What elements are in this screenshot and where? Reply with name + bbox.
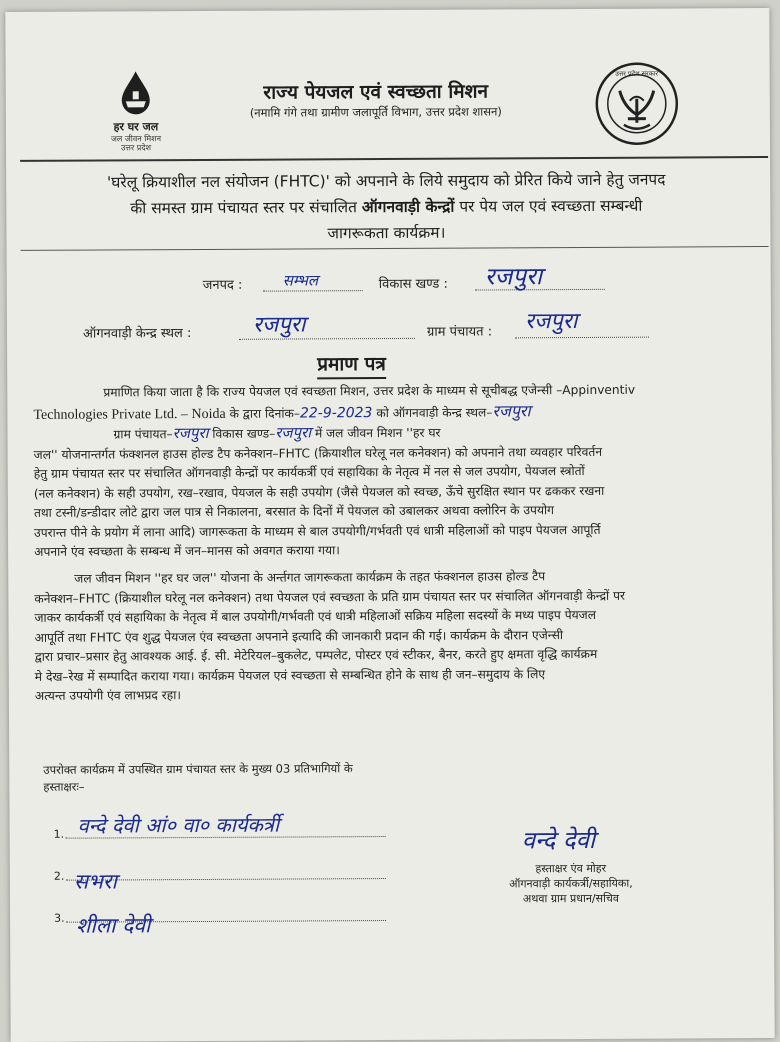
line2-part-a: की समस्त ग्राम पंचायत स्तर पर संचालित (130, 198, 362, 218)
signatory-signature: वन्दे देवी (521, 825, 596, 855)
vikas-khand-inline: रजपुरा (275, 423, 312, 442)
line2-bold: ऑगनवाड़ी केन्द्रों (361, 197, 455, 217)
p2-line1: जल जीवन मिशन ''हर घर जल'' योजना के अर्न्तगत जागरूकता कार्यक्रम के तहत फंक्शनल हाउस होल्ड टैप (74, 569, 546, 586)
vikas-khand-label: विकास खण्ड : (378, 276, 448, 293)
agency-name: Technologies Private Ltd. – Noida (33, 406, 226, 423)
site-value: रजपुरा (492, 400, 531, 420)
logo-caption-3: उत्तर प्रदेश (121, 143, 152, 153)
program-title (36, 166, 736, 248)
signatory-line2: ऑगनवाड़ी कार्यकर्त्री/सहायिका, (509, 876, 633, 891)
certificate-page (5, 8, 774, 1042)
signatory-line1: हस्ताक्षर एंव मोहर (535, 861, 607, 876)
anganwadi-label: ऑगनवाड़ी केन्द्र स्थल : (82, 326, 192, 342)
p1-line5: हेतु ग्राम पंचायत स्तर पर संचालित ऑगनवाड़ी केन्द्रों पर कार्यकर्त्री एवं सहायिका के नेतृत्व में नल से जल उपयोग, पेयजल स्त्रोतों (33, 463, 585, 481)
program-title-line1: 'घरेलू क्रियाशील नल संयोजन (FHTC)' को अपनाने के लिये समुदाय को प्रेरित किये जाने हेतु जनपद (106, 170, 666, 192)
emblem-text: उत्तर प्रदेश सरकार (615, 69, 659, 78)
event-date: 22-9-2023 (299, 404, 373, 421)
certificate-paragraph-1 (33, 380, 750, 562)
p1-line2-text: के द्वारा दिनांक– (225, 405, 301, 421)
gram-panchayat-value: रजपुरा (524, 309, 578, 335)
p1-line7: तथा टस्नी/डन्डीदार लोटे द्वारा जल पात्र से निकालना, बरसात के दिनों में पेयजल को उबालकर अथवा क्लोरिन के उपयोग (33, 503, 555, 520)
p1-line2-text-b: को ऑगनवाड़ी केन्द्र स्थल– (372, 404, 493, 420)
program-title-line2 (36, 192, 736, 222)
participant-signature-1: वन्दे देवी आं० वा० कार्यकर्त्री (77, 812, 280, 838)
participants-intro (43, 760, 463, 796)
p2-line6: मे देख–रेख में सम्पादित कराया गया। कार्यक्रम पेयजल एवं स्वच्छता से सम्बन्धित होने के साथ ही जन–समुदाय के लिए (34, 666, 546, 684)
water-drop-icon (116, 69, 156, 117)
participant-signature-3: शीला देवी (76, 913, 151, 938)
p1-line3-text-b: विकास खण्ड– (208, 426, 276, 441)
participant-signature-2: सभरा (73, 869, 117, 894)
participants-intro-line1: उपरोक्त कार्यक्रम में उपस्थित ग्राम पंचायत स्तर के मुख्य 03 प्रतिभागियों के (43, 761, 353, 777)
p1-line8: उपरान्त पीने के प्रयोग में लाना आदि) जागरूकता के माध्यम से बाल उपयोगी/गर्भवती एवं धात्री महिलाओं को पाइप पेयजल आपूर्ति (33, 522, 601, 540)
janpad-value: सम्भल (282, 271, 319, 290)
line2-part-c: पर पेय जल एवं स्वच्छता सम्बन्धी (454, 196, 643, 216)
certificate-title: प्रमाण पत्र (317, 350, 386, 379)
logo-caption: हर घर जल (113, 120, 159, 134)
participant-number-3: 3. (54, 911, 65, 925)
gram-panchayat-label: ग्राम पंचायत : (426, 324, 493, 340)
participant-number-1: 1. (53, 827, 65, 841)
header-title: राज्य पेयजल एवं स्वच्छता मिशन (263, 80, 489, 104)
logo-caption-2: जल जीवन मिशन (110, 134, 162, 144)
p1-line3-text-c: में जल जीवन मिशन ''हर घर (311, 425, 441, 441)
p1-line4: जल'' योजनान्तर्गत फंक्शनल हाउस होल्ड टैप कनेक्शन–FHTC (क्रियाशील घरेलू नल कनेक्शन) को अपनाने तथा व्यवहार परिवर्तन (33, 444, 603, 462)
gram-panchayat-inline: रजपुरा (172, 423, 209, 443)
p1-line6: (नल कनेक्शन) के सही उपयोग, रख–रखाव, पेयजल के सही उपयोग (जैसे पेयजल को स्वच्छ, ऊँचे सुरक्षित स्थान पर ढककर रखना (33, 483, 605, 501)
signatory-block (476, 861, 666, 907)
p2-line5: द्वारा प्रचार–प्रसार हेतु आवश्यक आई. ई. सी. मेटेरियल–बुकलेट, पम्पलेट, पोस्टर एवं स्टीकर, बैनर, करते हुए क्षमता वृद्धि कार्यक्रम (34, 646, 598, 664)
p1-line1-text: प्रमाणित किया जाता है कि राज्य पेयजल एवं स्वच्छता मिशन, उत्तर प्रदेश के माध्यम से सूचीबद्ध एजेन्सी –Appinventiv (103, 382, 636, 400)
anganwadi-value: रजपुरा (252, 312, 306, 338)
p2-line2: कनेक्शन–FHTC (क्रियाशील घरेलू नल कनेक्शन) तथा पेयजल एवं स्वच्छता के प्रति ग्राम पंचायत स्तर पर संचालित ऑगनवाड़ी केन्द्रों पर (34, 588, 626, 606)
program-title-line3: जागरूकता कार्यक्रम। (327, 223, 446, 243)
vikas-khand-value: रजपुरा (484, 262, 543, 291)
participants-intro-line2: हस्ताक्षरः– (43, 779, 85, 794)
p2-line7: अत्यन्त उपयोगी एंव लाभप्रद रहा। (34, 688, 182, 703)
p1-line3-text: ग्राम पंचायत– (113, 427, 173, 442)
signatory-line3: अथवा ग्राम प्रधान/सचिव (522, 891, 620, 906)
participant-number-2: 2. (53, 869, 65, 883)
certificate-paragraph-2 (34, 566, 751, 706)
p1-line9: अपनाने एंव स्वच्छता के सम्बन्ध में जन–मानस को अवगत कराया गया। (34, 543, 340, 559)
p2-line3: जाकर कार्यकर्त्री एवं सहायिका के नेतृत्व में बाल उपयोगी/गर्भवती एवं धात्री महिलाओं सक्रिय महिला सदस्यों के मध्य पाइप पेयजल (34, 607, 597, 625)
header-subtitle: (नमामि गंगे तथा ग्रामीण जलापूर्ति विभाग, उत्तर प्रदेश शासन) (249, 104, 502, 120)
janpad-label: जनपद : (202, 277, 243, 293)
p2-line4: आपूर्ति तथा FHTC एंव शुद्ध पेयजल एंव स्वच्छता अपनाने इत्यादि की जानकारी प्रदान की गई। कार्यक्रम के दौरान एजेन्सी (34, 627, 564, 645)
